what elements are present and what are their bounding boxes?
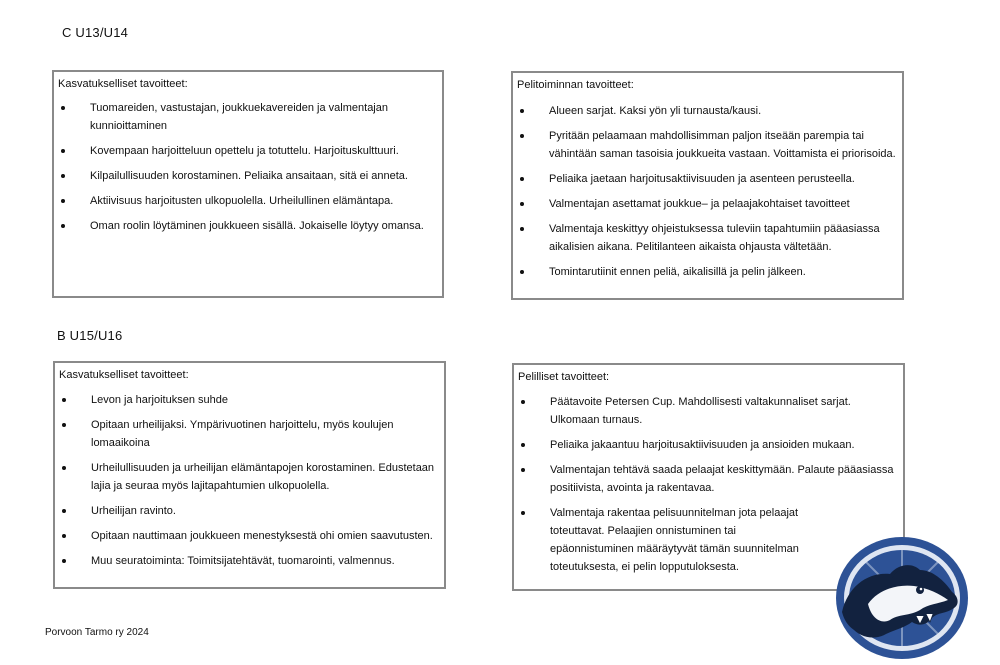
box-title: Kasvatukselliset tavoitteet: [59, 369, 189, 381]
box-title: Pelitoiminnan tavoitteet: [517, 79, 634, 91]
list-item: Peliaika jaetaan harjoitusaktiivisuuden ja asenteen perusteella. [513, 170, 902, 188]
list-item: Oman roolin löytäminen joukkueen sisällä. Jokaiselle löytyy omansa. [54, 217, 442, 235]
list-item: Kovempaan harjoitteluun opettelu ja totuttelu. Harjoituskulttuuri. [54, 142, 442, 160]
list-item: Opitaan nauttimaan joukkueen menestyksestä ohi omien saavutusten. [55, 527, 444, 545]
list-item: Tomintarutiinit ennen peliä, aikalisillä ja pelin jälkeen. [513, 263, 902, 281]
list-item: Muu seuratoiminta: Toimitsijatehtävät, tuomarointi, valmennus. [55, 552, 444, 570]
list-item: Urheilijan ravinto. [55, 502, 444, 520]
box-kasvatukselliset-c [52, 70, 444, 298]
list-item: Valmentajan tehtävä saada pelaajat keskittymään. Palaute pääasiassa positiivista, avointa ja rakentavaa. [514, 461, 903, 497]
list-item: Urheilullisuuden ja urheilijan elämäntapojen korostaminen. Edustetaan lajia ja seuraa myös lajitapahtumien ulkopuolella. [55, 459, 444, 495]
list-item: Opitaan urheilijaksi. Ympärivuotinen harjoittelu, myös koulujen lomaaikoina [55, 416, 444, 452]
list-item: Pyritään pelaamaan mahdollisimman paljon itseään parempia tai vähintään saman tasoisia joukkueita vastaan. Voittamista ei priorisoida. [513, 127, 902, 163]
section-title-c: C U13/U14 [62, 25, 129, 40]
footer-text: Porvoon Tarmo ry 2024 [45, 627, 149, 638]
list-item: Alueen sarjat. Kaksi yön yli turnausta/kausi. [513, 102, 902, 120]
list-item: Päätavoite Petersen Cup. Mahdollisesti valtakunnaliset sarjat. Ulkomaan turnaus. [514, 393, 903, 429]
bear-logo-icon [834, 534, 970, 660]
box-pelitoiminnan [511, 71, 904, 300]
list-item: Levon ja harjoituksen suhde [55, 391, 444, 409]
box-kasvatukselliset-b [53, 361, 446, 589]
section-title-b: B U15/U16 [57, 328, 123, 343]
list-item: Aktiivisuus harjoitusten ulkopuolella. Urheilullinen elämäntapa. [54, 192, 442, 210]
list-item: Valmentajan asettamat joukkue– ja pelaajakohtaiset tavoitteet [513, 195, 902, 213]
list-item: Kilpailullisuuden korostaminen. Peliaika ansaitaan, sitä ei anneta. [54, 167, 442, 185]
list-item: Valmentaja keskittyy ohjeistuksessa tuleviin tapahtumiin pääasiassa aikalisien aikana. Pelitilanteen aikaista ohjausta vältetään. [513, 220, 902, 256]
box-title: Pelilliset tavoitteet: [518, 371, 610, 383]
list-item: Valmentaja rakentaa pelisuunnitelman jota pelaajat toteuttavat. Pelaajien onnistuminen tai epäonnistuminen määräytyvät tämän suunnitelman toteutuksesta, ei pelin lopputuloksesta. [514, 504, 903, 576]
list-item: Peliaika jakaantuu harjoitusaktiivisuuden ja ansioiden mukaan. [514, 436, 903, 454]
box-title: Kasvatukselliset tavoitteet: [58, 78, 188, 90]
list-item: Tuomareiden, vastustajan, joukkuekavereiden ja valmentajan kunnioittaminen [54, 99, 442, 135]
